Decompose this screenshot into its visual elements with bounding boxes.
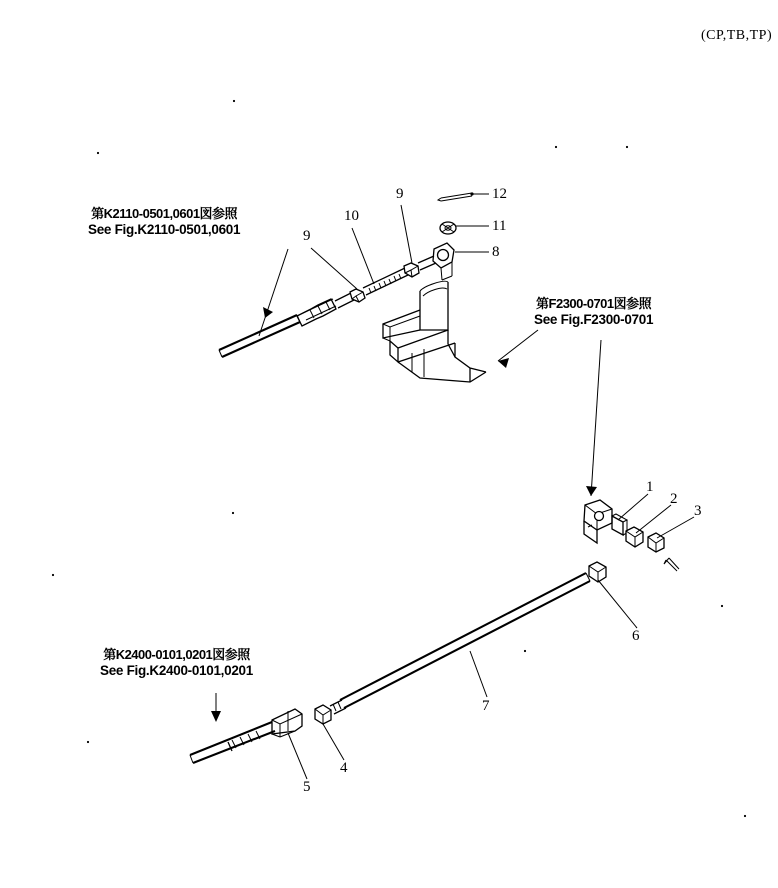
reference-k2110 xyxy=(88,207,240,237)
variant-note: (CP,TB,TP) xyxy=(701,28,773,43)
callout-9-right: 9 xyxy=(396,186,404,202)
nut-9-left xyxy=(350,289,365,302)
callout-3: 3 xyxy=(694,503,702,519)
upper-clevis xyxy=(297,299,336,326)
callout-2: 2 xyxy=(670,491,678,507)
callout-9-left: 9 xyxy=(303,228,311,244)
callout-4: 4 xyxy=(340,760,348,776)
callout-leaders xyxy=(288,194,694,779)
callout-10: 10 xyxy=(344,208,359,224)
leader-f2300 xyxy=(498,330,538,368)
cotter-pin-12 xyxy=(438,192,474,201)
reference-f2300-jp: 第F2300-0701図参照 xyxy=(536,296,652,311)
leader-f2300-lower xyxy=(586,340,601,496)
pin-item-1 xyxy=(612,514,627,535)
callout-12: 12 xyxy=(492,186,507,202)
reference-k2400 xyxy=(100,648,253,678)
nut-item-6 xyxy=(589,562,606,582)
callout-1: 1 xyxy=(646,479,654,495)
leader-k2110 xyxy=(259,249,288,336)
callout-11: 11 xyxy=(492,218,507,234)
nut-9-right xyxy=(404,263,419,277)
reference-k2110-jp: 第K2110-0501,0601図参照 xyxy=(91,206,238,221)
callout-8: 8 xyxy=(492,244,500,260)
coupler-item-5 xyxy=(272,709,302,737)
washer-11 xyxy=(440,222,456,234)
callout-6: 6 xyxy=(632,628,640,644)
callout-5: 5 xyxy=(303,779,311,795)
reference-f2300 xyxy=(534,297,653,327)
lower-left-rod xyxy=(190,722,275,763)
callout-7: 7 xyxy=(482,698,490,714)
reference-k2400-en: See Fig.K2400-0101,0201 xyxy=(100,662,253,678)
cotter-pin-lower xyxy=(664,558,679,571)
lower-joint-body xyxy=(584,500,612,543)
reference-k2400-jp: 第K2400-0101,0201図参照 xyxy=(103,647,250,662)
long-rod-7 xyxy=(330,573,590,714)
reference-k2110-en: See Fig.K2110-0501,0601 xyxy=(88,221,241,237)
center-bracket xyxy=(383,281,486,382)
reference-f2300-en: See Fig.F2300-0701 xyxy=(534,311,654,327)
ball-joint-8 xyxy=(433,243,454,280)
leader-k2400 xyxy=(211,693,221,722)
nut-item-4 xyxy=(315,705,331,724)
